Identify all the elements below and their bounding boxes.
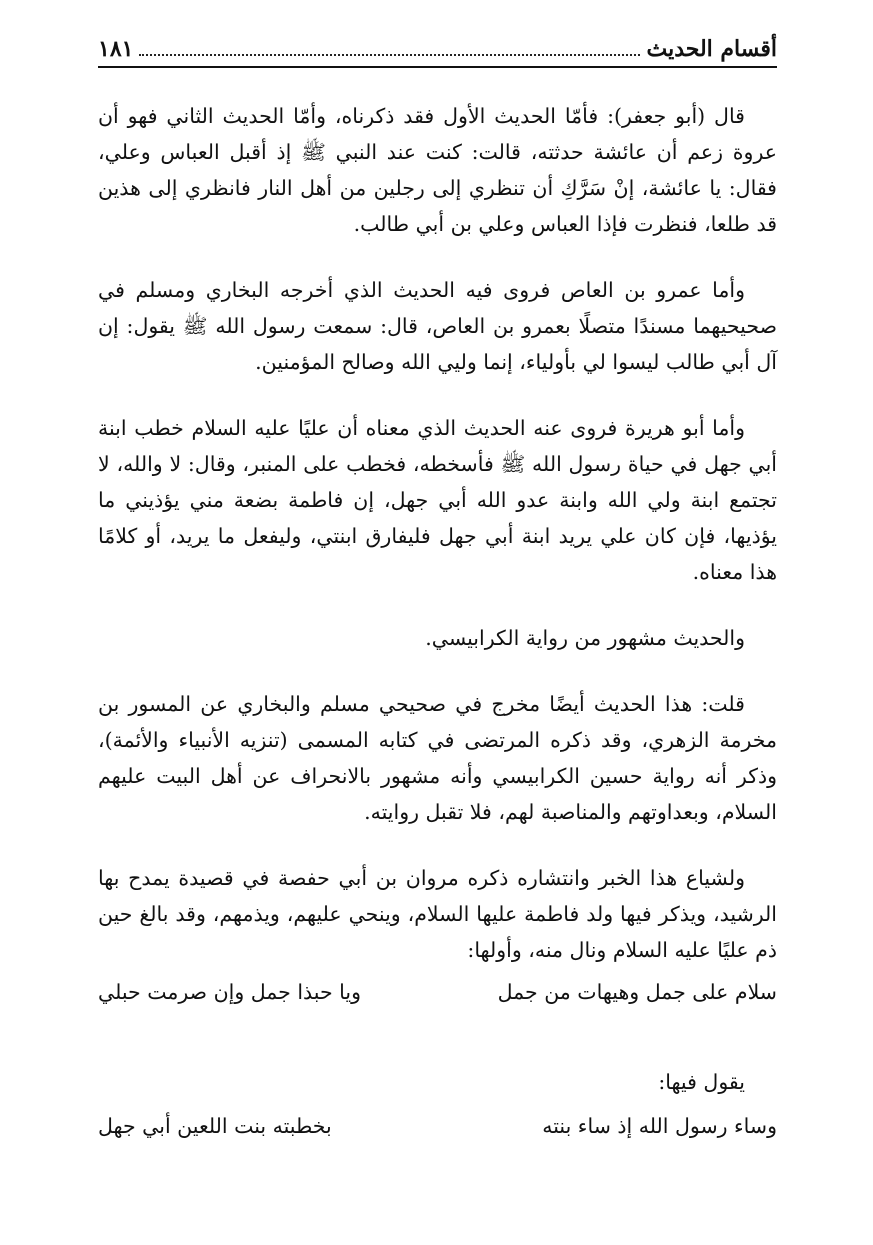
verse-2-first-hemistich: وساء رسول الله إذ ساء بنته bbox=[542, 1114, 777, 1138]
running-header bbox=[98, 28, 777, 68]
paragraph-abu-hurayra: وأما أبو هريرة فروى عنه الحديث الذي معناه أن عليًا عليه السلام خطب ابنة أبي جهل في حياة رسول الله ﷺ فأسخطه، فخطب على المنبر، وقال: لا والله، لا تجتمع ابنة ولي الله وابنة عدو الله أبي جهل، إن فاطمة بضعة مني يؤذيني ما يؤذيها، فإن كان علي يريد ابنة أبي جهل فليفارق ابنتي، وليفعل ما يريد، أو كلامًا هذا معناه. bbox=[98, 416, 777, 584]
paragraph-marwan: ولشياع هذا الخبر وانتشاره ذكره مروان بن أبي حفصة في قصيدة يمدح بها الرشيد، ويذكر فيها ولد فاطمة عليها السلام، وينحي عليهم، ويذمهم، وقد بالغ حين ذم عليًا عليه السلام ونال منه، وأولها: bbox=[98, 866, 777, 962]
header-leader-dots bbox=[139, 54, 640, 56]
page-number: ١٨١ bbox=[98, 36, 134, 62]
verse-1-second-hemistich: ويا حبذا جمل وإن صرمت حبلي bbox=[98, 980, 362, 1004]
poem-verse-2 bbox=[98, 1108, 777, 1144]
page-body bbox=[98, 98, 777, 1144]
paragraph-abu-jafar: قال (أبو جعفر): فأمّا الحديث الأول فقد ذكرناه، وأمّا الحديث الثاني فهو أن عروة زعم أن عائشة حدثته، قالت: كنت عند النبي ﷺ إذ أقبل العباس وعلي، فقال: يا عائشة، إنْ سَرَّكِ أن تنظري إلى رجلين من أهل النار فانظري إلى هذين قد طلعا، فنظرت فإذا العباس وعلي بن أبي طالب. bbox=[98, 104, 777, 236]
paragraph-amr-ibn-al-as: وأما عمرو بن العاص فروى فيه الحديث الذي أخرجه البخاري ومسلم في صحيحيهما مسندًا متصلًا بعمرو بن العاص، قال: سمعت رسول الله ﷺ يقول: إن آل أبي طالب ليسوا لي بأولياء، إنما وليي الله وصالح المؤمنين. bbox=[98, 278, 777, 374]
header-title: أقسام الحديث bbox=[646, 36, 777, 62]
verse-1-first-hemistich: سلام على جمل وهيهات من جمل bbox=[497, 980, 777, 1004]
verse-2-second-hemistich: بخطبته بنت اللعين أبي جهل bbox=[98, 1114, 332, 1138]
paragraph-qultu: قلت: هذا الحديث أيضًا مخرج في صحيحي مسلم والبخاري عن المسور بن مخرمة الزهري، وقد ذكره المرتضى في كتابه المسمى (تنزيه الأنبياء والأئمة)، وذكر أنه رواية حسين الكرابيسي وأنه مشهور بالانحراف عن أهل البيت عليهم السلام، وبعداوتهم والمناصبة لهم، فلا تقبل روايته. bbox=[98, 692, 777, 824]
verse-intro: يقول فيها: bbox=[658, 1070, 745, 1094]
poem-verse-1 bbox=[98, 974, 777, 1010]
paragraph-karabisi: والحديث مشهور من رواية الكرابيسي. bbox=[425, 626, 745, 650]
